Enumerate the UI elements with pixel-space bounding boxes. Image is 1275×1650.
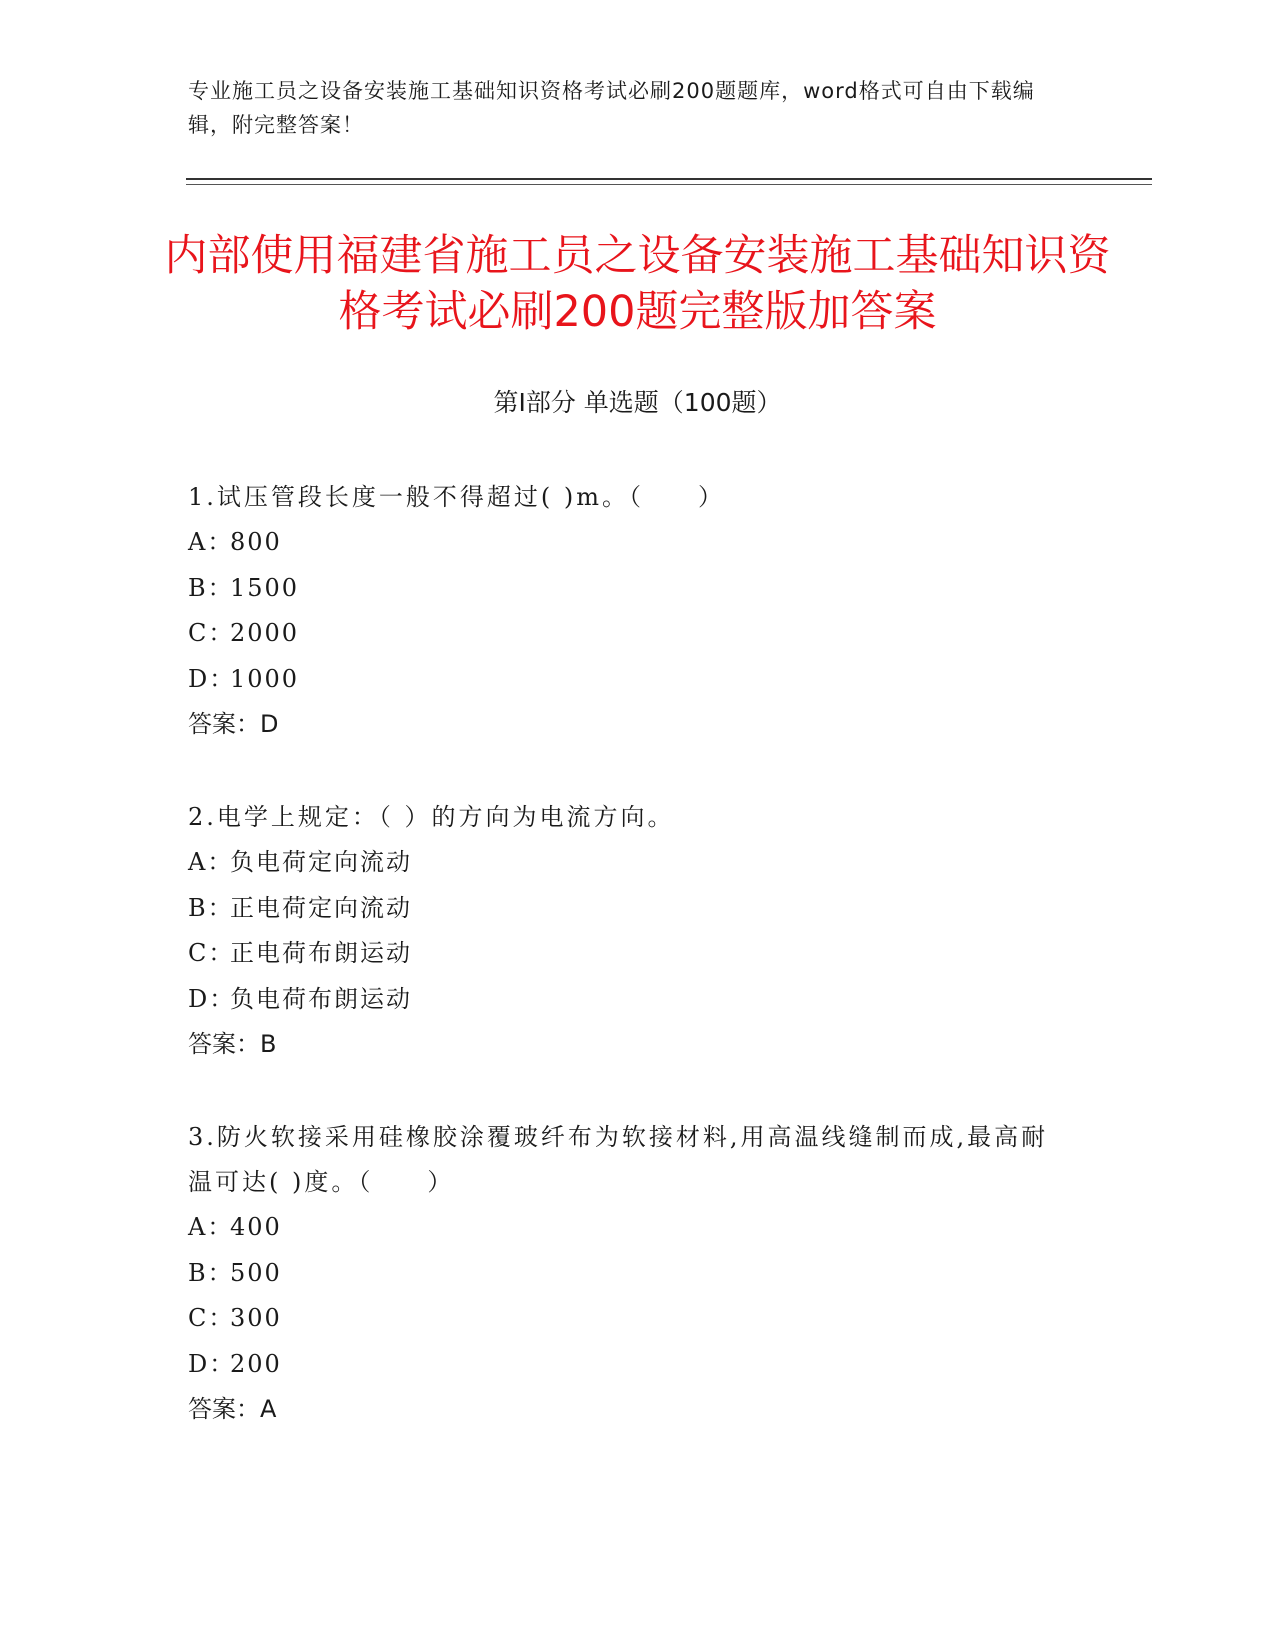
option-c: [188, 611, 1068, 657]
option-letter: A：: [188, 848, 234, 876]
option-letter: B：: [188, 1258, 234, 1287]
option-letter: C：: [188, 1304, 235, 1332]
option-c: [188, 1296, 1068, 1342]
option-text: 300: [230, 1304, 282, 1332]
option-b: [188, 886, 1068, 932]
option-text: 400: [230, 1213, 282, 1241]
option-text: 负电荷布朗运动: [230, 984, 412, 1013]
option-letter: B：: [188, 573, 234, 602]
option-letter: A：: [188, 1213, 234, 1241]
question-list: [188, 475, 1068, 1480]
option-letter: B：: [188, 893, 234, 922]
option-letter: D：: [188, 664, 236, 693]
question-stem: 3.防火软接采用硅橡胶涂覆玻纤布为软接材料,用高温线缝制而成,最高耐温可达( )度。（ ）: [188, 1123, 1049, 1196]
option-d: [188, 1342, 1068, 1388]
header-divider-thin: [186, 184, 1152, 185]
question-stem: 2.电学上规定：（ ）的方向为电流方向。: [188, 803, 675, 831]
option-text: 负电荷定向流动: [230, 848, 412, 876]
option-text: 正电荷布朗运动: [230, 939, 412, 967]
option-c: [188, 931, 1068, 977]
option-a: [188, 520, 1068, 566]
option-b: [188, 566, 1068, 612]
option-a: [188, 840, 1068, 886]
section-heading: 第I部分 单选题（100题）: [493, 388, 782, 417]
header-divider-thick: [186, 178, 1152, 180]
option-letter: A：: [188, 528, 234, 556]
option-b: [188, 1251, 1068, 1297]
option-letter: D：: [188, 984, 236, 1013]
option-d: [188, 657, 1068, 703]
option-text: 1000: [230, 664, 300, 693]
option-text: 200: [230, 1349, 282, 1378]
answer-line: 答案：B: [188, 1030, 277, 1058]
option-text: 500: [230, 1258, 282, 1287]
option-a: [188, 1205, 1068, 1251]
header-note: 专业施工员之设备安装施工基础知识资格考试必刷200题题库，word格式可自由下载编辑，附完整答案！: [188, 79, 1035, 137]
question-2: [188, 795, 1068, 1067]
question-3: [188, 1115, 1068, 1432]
option-text: 2000: [230, 619, 300, 647]
answer-line: 答案：A: [188, 1395, 277, 1423]
option-letter: D：: [188, 1349, 236, 1378]
option-text: 800: [230, 528, 282, 556]
option-letter: C：: [188, 619, 235, 647]
question-1: [188, 475, 1068, 747]
option-letter: C：: [188, 939, 235, 967]
answer-line: 答案：D: [188, 710, 279, 738]
document-title: 内部使用福建省施工员之设备安装施工基础知识资格考试必刷200题完整版加答案: [164, 231, 1111, 337]
option-text: 正电荷定向流动: [230, 893, 412, 922]
option-text: 1500: [230, 573, 300, 602]
option-d: [188, 977, 1068, 1023]
question-stem: 1.试压管段长度一般不得超过( )m。（ ）: [188, 483, 726, 511]
